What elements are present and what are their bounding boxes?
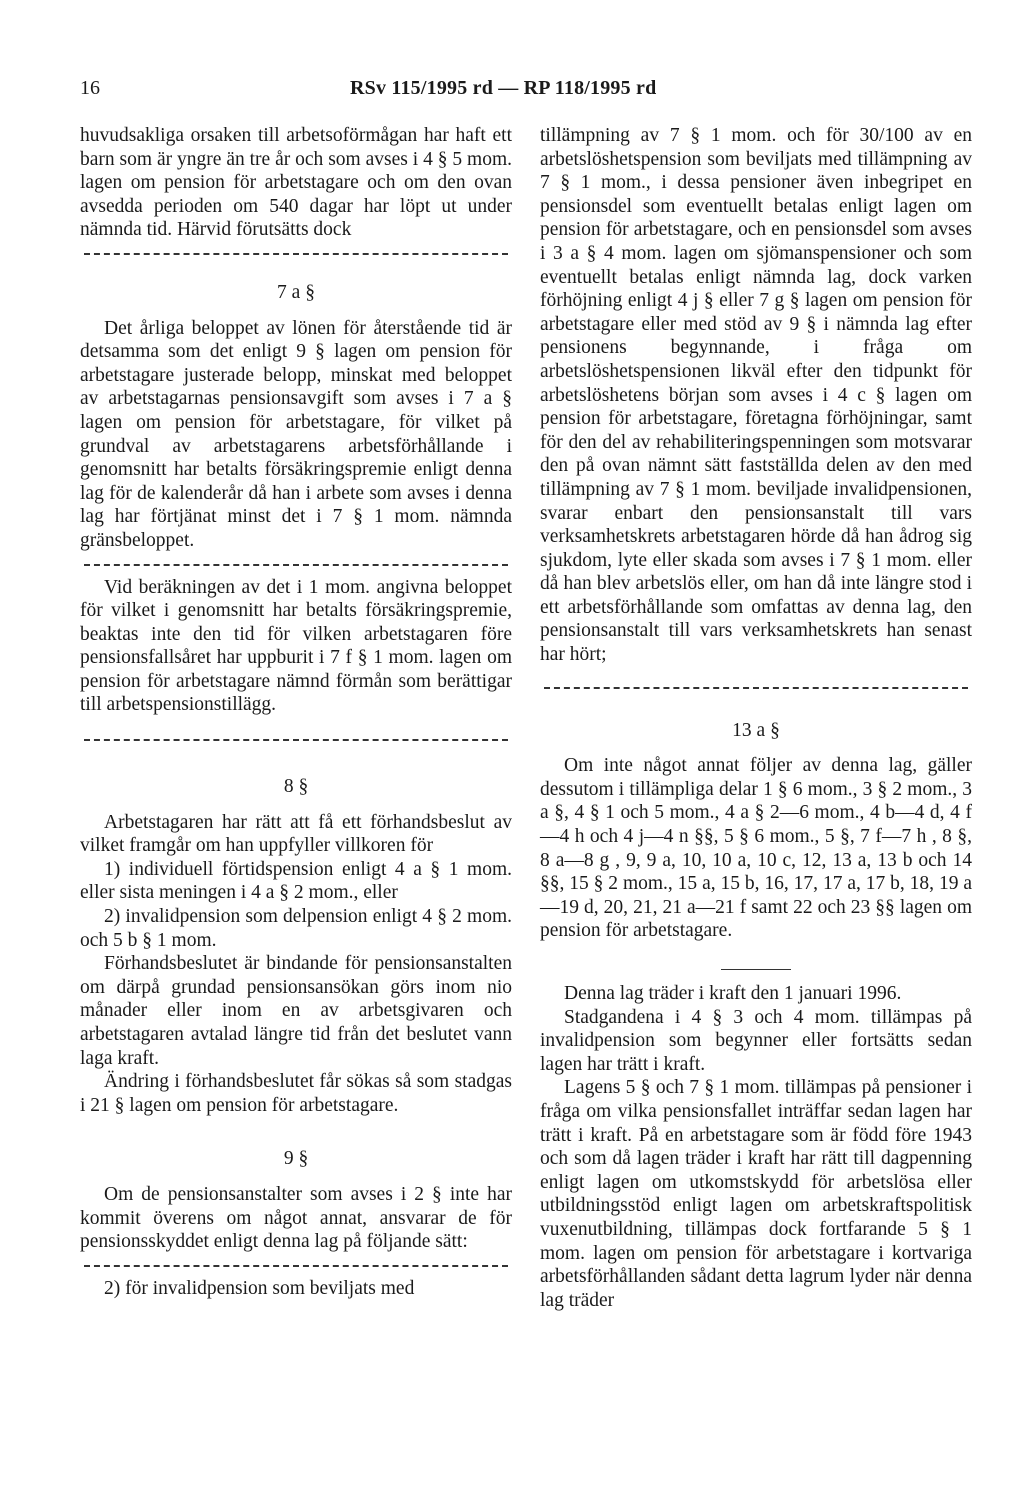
- paragraph: Om inte något annat följer av denna lag, gäller dessutom i tillämpliga delar 1 § 6 mom., 3 § 2 mom., 3 a §, 4 § 1 och 5 mom., 4 a § 2—6 mom., 4 b—4 d, 4 f—4 h och 4 j—4 n §§, 5 § 6 mom., 5 §, 7 f—7 h , 8 §, 8 a—8 g , 9, 9 a, 10, 10 a, 10 c, 12, 13 a, 13 b och 14 §§, 15 § 2 mom., 15 a, 15 b, 16, 17, 17 a, 17 b, 18, 19 a—19 d, 20, 21, 21 a—21 f samt 22 och 23 §§ lagen om pension för arbetstagare.: [540, 755, 972, 942]
- paragraph: Förhandsbeslutet är bindande för pensionsanstalten om därpå grundad pensionsansökan görs inom nio månader eller inom en av arbetsgivaren och arbetstagaren avtalad längre tid från det beslutet vann laga kraft.: [80, 953, 512, 1069]
- paragraph: Lagens 5 § och 7 § 1 mom. tillämpas på pensioner i fråga om vilka pensionsfallet inträffar sedan lagen har trätt i kraft. På en arbetstagare som är född före 1943 och som då lagen träder i kraft har rätt till dagpenning enligt lagen om utkomstskydd för arbetslösa eller utbildningsstöd enligt lagen om arbetskraftspolitisk vuxenutbildning, tillämpas dock fortfarande 5 § 1 mom. lagen om pension för arbetstagare i kortvariga arbetsförhållanden sådant detta lagrum lyder när denna lag träder: [540, 1077, 972, 1311]
- paragraph: tillämpning av 7 § 1 mom. och för 30/100 av en arbetslöshetspension som beviljats med tillämpning av 7 § 1 mom., i dessa pensioner även inbegripet en pensionsdel som eventuellt betalas enligt lagen om pension för arbetstagare, och en pensionsdel som avses i 3 a § 4 mom. lagen om sjömanspensioner och som eventuellt betalas enligt nämnda lag, dock varken förhöjning enligt 4 j § eller 7 g § lagen om pension för arbetstagare eller med stöd av 9 § i nämnda lag efter pensionens begynnande, i fråga om arbetslöshetspensionen likväl efter den tidpunkt för arbetslöshetens början som avses i 4 c § lagen om pension för arbetstagare, företagna förhöjningar, samt för den del av rehabiliteringspenningen som motsvarar den på ovan nämnt sätt fastställda delen av den med tillämpning av 7 § 1 mom. beviljade invalidpensionen, svarar enbart den pensionsanstalt till vars verksamhetskrets arbetstagaren hörde då han ådrog sig sjukdom, lyte eller skada som avses i 7 § 1 mom. eller då han blev arbetslös eller, om han då inte längre stod i ett arbetsförhållande som omfattas av denna lag, den pensionsanstalt till vars verksamhetskrets han senast har hört;: [540, 125, 972, 666]
- paragraph: Det årliga beloppet av lönen för återstående tid är detsamma som det enligt 9 § lagen om pension för arbetstagare justerade belopp, minskat med beloppet av arbetstagarnas pensionsavgift som avses i 7 a § lagen om pension för arbetstagare, för vilket på grundval av arbetstagarens arbetsförhållande i genomsnitt har betalts försäkringspremie enligt denna lag för de kalenderår då han i arbete som avses i denna lag har förtjänat minst det i 7 § 1 mom. nämnda gränsbeloppet.: [80, 317, 512, 551]
- list-item: 2) för invalidpension som beviljats med: [104, 1277, 415, 1299]
- paragraph: Denna lag träder i kraft den 1 januari 1996.: [564, 983, 902, 1004]
- omission-dashes: [84, 564, 508, 566]
- omission-dashes: [84, 253, 508, 255]
- omission-dashes: [544, 687, 968, 689]
- paragraph: Vid beräkningen av det i 1 mom. angivna beloppet för vilket i genomsnitt har betalts försäkringspremie, beaktas inte den tid för vilken arbetstagaren före pensionsfallsåret har uppburit i 7 f § 1 mom. lagen om pension för arbetstagare nämnd förmån som berättigar till arbetspensionstillägg.: [80, 576, 512, 716]
- list-item: 1) individuell förtidspension enligt 4 a § 1 mom. eller sista meningen i 4 a § 2 mom., eller: [80, 858, 512, 904]
- section-heading: 13 a §: [732, 719, 780, 741]
- list-item: 2) invalidpension som delpension enligt 4 § 2 mom. och 5 b § 1 mom.: [80, 906, 512, 951]
- running-title: RSv 115/1995 rd — RP 118/1995 rd: [350, 77, 657, 99]
- omission-dashes: [84, 739, 508, 741]
- paragraph: Arbetstagaren har rätt att få ett förhandsbeslut av vilket framgår om han uppfyller villkoren för: [80, 811, 512, 857]
- paragraph: Om de pensionsanstalter som avses i 2 § inte har kommit överens om något annat, ansvarar de för pensionsskyddet enligt denna lag på följande sätt:: [80, 1183, 512, 1253]
- section-heading: 9 §: [283, 1148, 309, 1170]
- paragraph: Stadgandena i 4 § 3 och 4 mom. tillämpas på invalidpension som begynner eller fortsätts sedan lagen har trätt i kraft.: [540, 1006, 972, 1075]
- section-heading: 7 a §: [277, 281, 315, 303]
- paragraph: huvudsakliga orsaken till arbetsoförmågan har haft ett barn som är yngre än tre år och som avses i 4 § 5 mom. lagen om pension för arbetstagare och om den ovan avsedda perioden om 540 dagar har löpt ut under nämnda tid. Härvid förutsätts dock: [80, 125, 512, 241]
- right-column: [540, 124, 972, 1312]
- separator-rule: [721, 969, 791, 970]
- omission-dashes: [84, 1265, 508, 1267]
- left-column: [80, 124, 512, 1300]
- paragraph: Ändring i förhandsbeslutet får sökas så som stadgas i 21 § lagen om pension för arbetstagare.: [80, 1071, 512, 1116]
- page-number: 16: [80, 77, 100, 99]
- section-heading: 8 §: [283, 776, 309, 798]
